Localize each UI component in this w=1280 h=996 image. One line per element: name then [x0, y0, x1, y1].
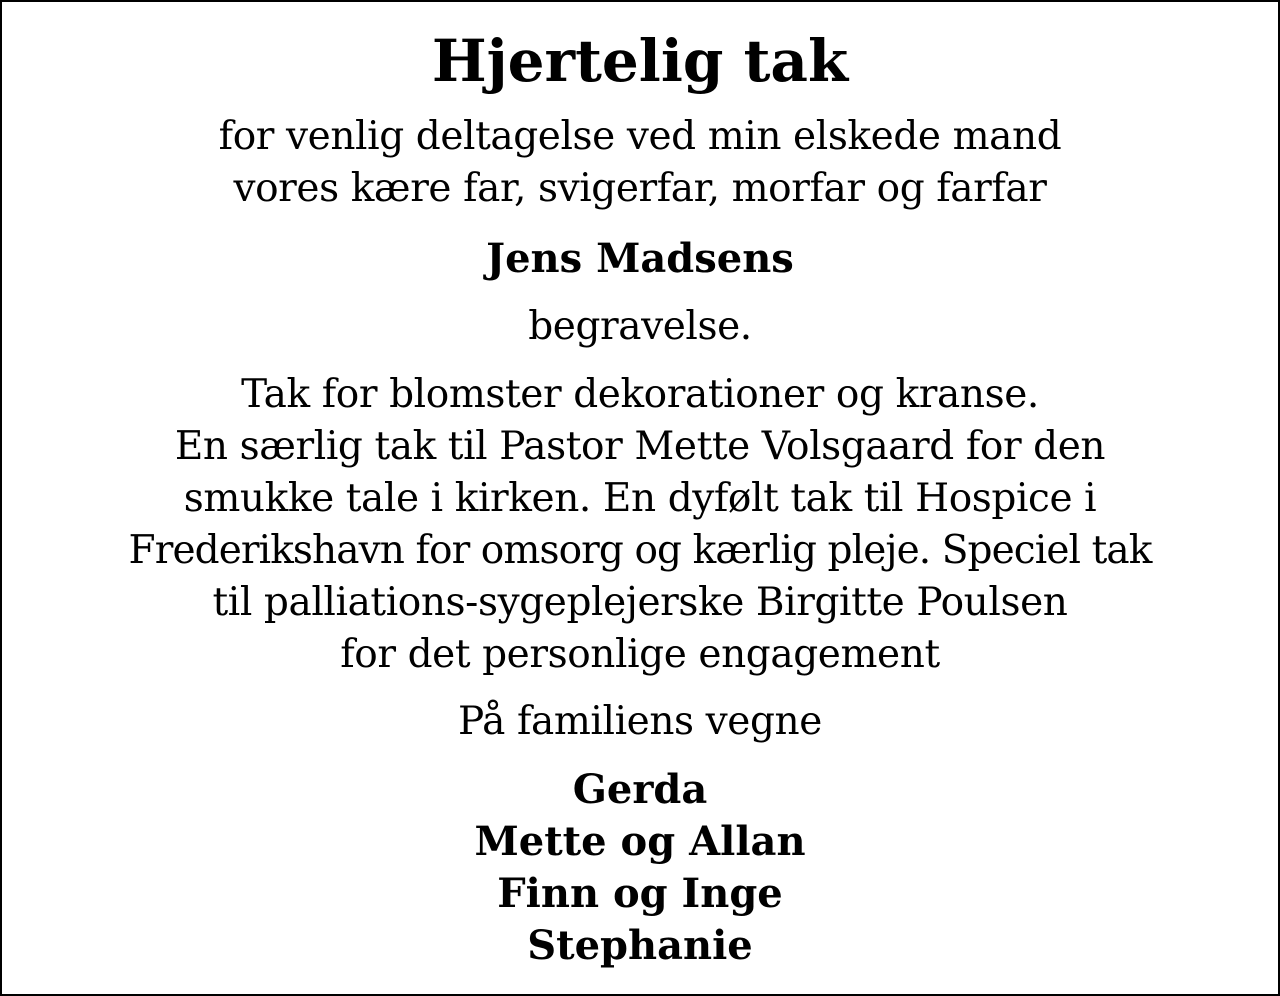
- thanks-line: for det personlige engagement: [340, 632, 940, 677]
- signatory-name: Stephanie: [527, 922, 753, 969]
- intro-line: vores kære far, svigerfar, morfar og farfar: [233, 166, 1047, 211]
- thanks-line: Tak for blomster dekorationer og kranse.: [241, 372, 1039, 417]
- signatory-name: Mette og Allan: [474, 818, 806, 865]
- thanks-line: En særlig tak til Pastor Mette Volsgaard for den: [174, 424, 1106, 469]
- signatory-name: Gerda: [572, 766, 708, 813]
- notice-title: Hjertelig tak: [431, 27, 849, 95]
- intro-line: for venlig deltagelse ved min elskede mand: [218, 114, 1062, 159]
- occasion-text: begravelse.: [528, 304, 752, 349]
- signatory-name: Finn og Inge: [497, 870, 783, 917]
- on-behalf-text: På familiens vegne: [458, 699, 822, 744]
- thanks-line: Frederikshavn for omsorg og kærlig pleje. Speciel tak: [128, 528, 1152, 573]
- deceased-name: Jens Madsens: [486, 235, 794, 282]
- thanks-line: smukke tale i kirken. En dyfølt tak til Hospice i: [183, 476, 1097, 521]
- thanks-line: til palliations-sygeplejerske Birgitte Poulsen: [212, 580, 1068, 625]
